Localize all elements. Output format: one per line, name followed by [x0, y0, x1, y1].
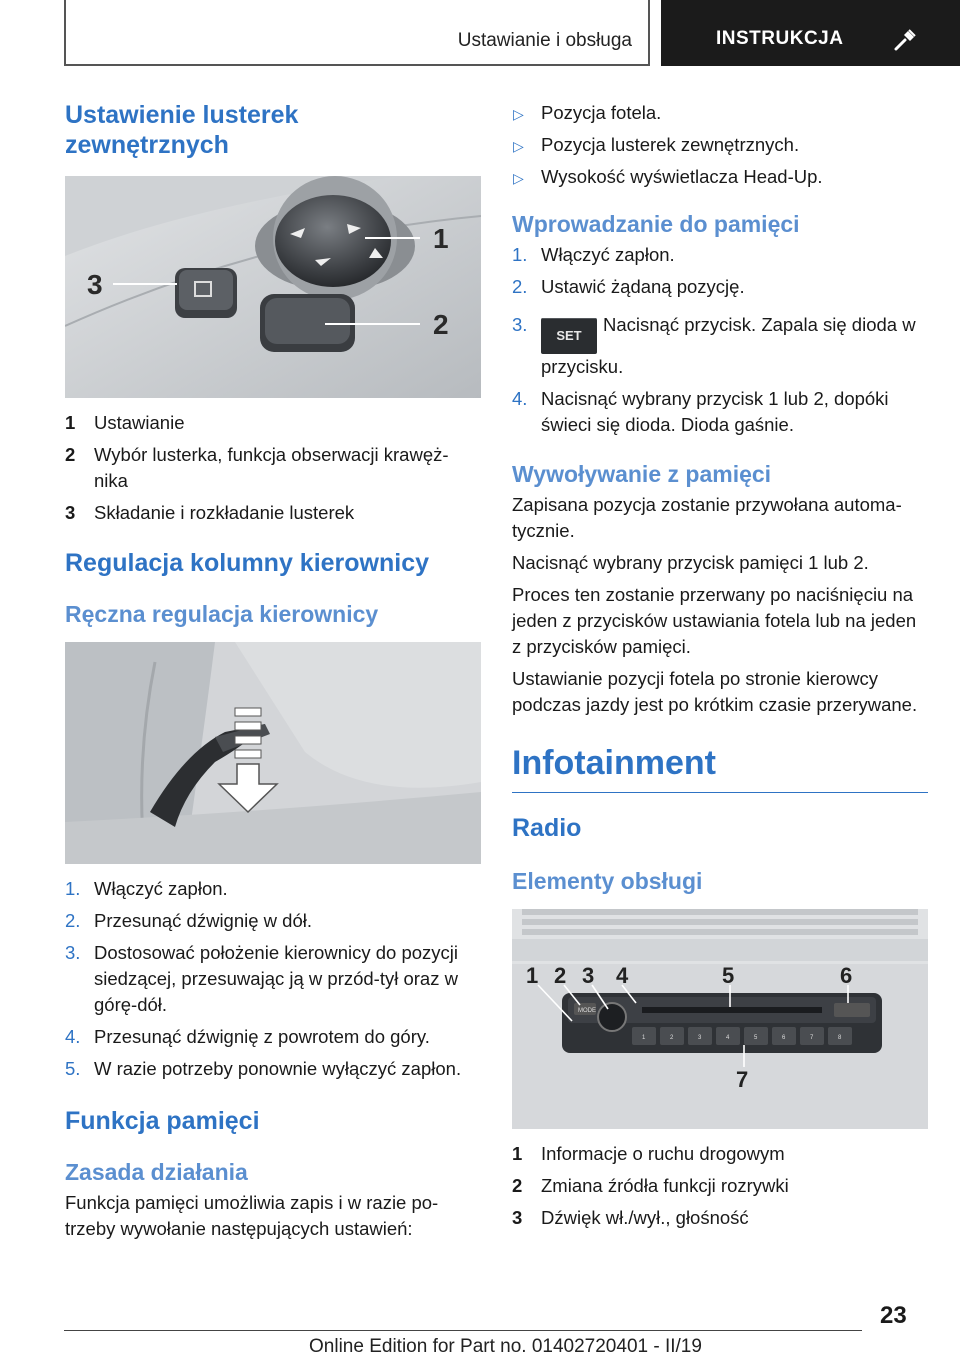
mirror-callout-3: 3: [87, 269, 103, 300]
radio-callout-1: 1: [526, 963, 539, 988]
footer-divider: [64, 1330, 862, 1331]
list-item: ▷ Pozycja fotela.: [513, 102, 662, 123]
header-section-box: [64, 0, 650, 66]
preset-button-1-label: 1: [642, 1035, 646, 1041]
header-section-title: Ustawianie i obsługa: [457, 30, 632, 51]
radio-controls-drawing: [512, 909, 928, 1129]
radio-callout-3: 3: [582, 963, 595, 988]
store-steps-list: [512, 242, 928, 438]
legend-item: 3 Dźwięk wł./wył., głośność: [512, 1207, 749, 1228]
mirror-callout-1: 1: [433, 223, 449, 254]
radio-callout-2: 2: [554, 963, 567, 988]
legend-item: 1 Informacje o ruchu drogowym: [512, 1143, 785, 1164]
recall-paragraph: Proces ten zostanie przerwany po naciśnięciu na jeden z przycisków ustawiania fotela lub na jeden z przycisków pamięci.: [512, 584, 917, 657]
mode-button-label: MODE: [578, 1008, 596, 1014]
store-heading: Wprowadzanie do pamięci: [512, 211, 800, 237]
principle-text: Funkcja pamięci umożliwia zapis i w razie po‐trzeby wywołanie następujących ustawień:: [65, 1192, 439, 1239]
recall-paragraph: Zapisana pozycja zostanie przywołana automa‐tycznie.: [512, 494, 902, 541]
recall-heading: Wywoływanie z pamięci: [512, 461, 772, 487]
header-manual-tab[interactable]: [661, 0, 960, 66]
mirror-legend: [65, 410, 481, 526]
mirror-callout-2: 2: [433, 309, 449, 340]
preset-button-3-label: 3: [698, 1035, 702, 1041]
steering-lever-drawing: [65, 642, 481, 864]
right-column: [512, 100, 928, 1231]
list-item: 4. Przesunąć dźwignię z powrotem do góry.: [65, 1026, 430, 1047]
set-button[interactable]: SET: [541, 318, 597, 354]
wrench-icon: [893, 26, 919, 52]
manual-steering-heading: Ręczna regulacja kierownicy: [65, 601, 379, 627]
list-item: 1. Włączyć zapłon.: [65, 878, 228, 899]
radio-callout-4: 4: [616, 963, 629, 988]
infotainment-heading: Infotainment: [512, 742, 928, 793]
left-column: [65, 100, 481, 1242]
steering-heading: Regulacja kolumny kierownicy: [65, 549, 430, 577]
page-number: 23: [880, 1302, 907, 1329]
list-item: 5. W razie potrzeby ponownie wyłączyć zapłon.: [65, 1058, 462, 1079]
radio-callout-7: 7: [736, 1067, 749, 1092]
mirror-controls-drawing: [65, 176, 481, 398]
list-item: 1. Włączyć zapłon.: [512, 244, 675, 265]
legend-item: 3 Składanie i rozkładanie lusterek: [65, 502, 355, 523]
legend-item: 2 Wybór lusterka, funkcja obserwacji krawęż‐nika: [65, 444, 449, 491]
list-item: ▷ Pozycja lusterek zewnętrznych.: [513, 134, 800, 155]
steering-steps-list: [65, 876, 481, 1082]
mirrors-heading: Ustawienie lusterek zewnętrznych: [65, 101, 299, 159]
preset-button-4-label: 4: [726, 1035, 730, 1041]
list-item: 3. SETNacisnąć przycisk. Zapala się dioda w przycisku.: [512, 314, 916, 377]
radio-callout-5: 5: [722, 963, 735, 988]
list-item: 2. Przesunąć dźwignię w dół.: [65, 910, 312, 931]
preset-button-2-label: 2: [670, 1035, 674, 1041]
list-item: 3. Dostosować położenie kierownicy do pozycji siedzącej, przesuwając ją w przód-tył oraz w górę-dół.: [65, 942, 459, 1015]
radio-controls-illustration: [512, 909, 928, 1129]
header-tab-label: INSTRUKCJA: [716, 28, 844, 49]
list-item: 2. Ustawić żądaną pozycję.: [512, 276, 745, 297]
preset-button-8-label: 8: [838, 1035, 842, 1041]
mirror-controls-illustration: [65, 176, 481, 398]
radio-heading: Radio: [512, 814, 582, 842]
radio-callout-6: 6: [840, 963, 853, 988]
recall-paragraph: Ustawianie pozycji fotela po stronie kierowcy podczas jazdy jest po krótkim czasie przerywane.: [512, 668, 918, 715]
preset-button-7-label: 7: [810, 1035, 814, 1041]
legend-item: 2 Zmiana źródła funkcji rozrywki: [512, 1175, 789, 1196]
memory-heading: Funkcja pamięci: [65, 1107, 260, 1135]
preset-button-6-label: 6: [782, 1035, 786, 1041]
legend-item: 1 Ustawianie: [65, 412, 185, 433]
steering-lever-illustration: [65, 642, 481, 864]
preset-button-5-label: 5: [754, 1035, 758, 1041]
radio-legend: [512, 1141, 928, 1231]
list-item: ▷ Wysokość wyświetlacza Head-Up.: [513, 166, 823, 187]
principle-heading: Zasada działania: [65, 1159, 248, 1185]
edition-footer: Online Edition for Part no. 01402720401 - II/19: [309, 1336, 702, 1357]
list-item: 4. Nacisnąć wybrany przycisk 1 lub 2, dopóki świeci się dioda. Dioda gaśnie.: [512, 388, 889, 435]
recall-paragraph: Nacisnąć wybrany przycisk pamięci 1 lub 2.: [512, 552, 869, 573]
memory-settings-bullets: [512, 100, 928, 190]
controls-heading: Elementy obsługi: [512, 868, 703, 894]
